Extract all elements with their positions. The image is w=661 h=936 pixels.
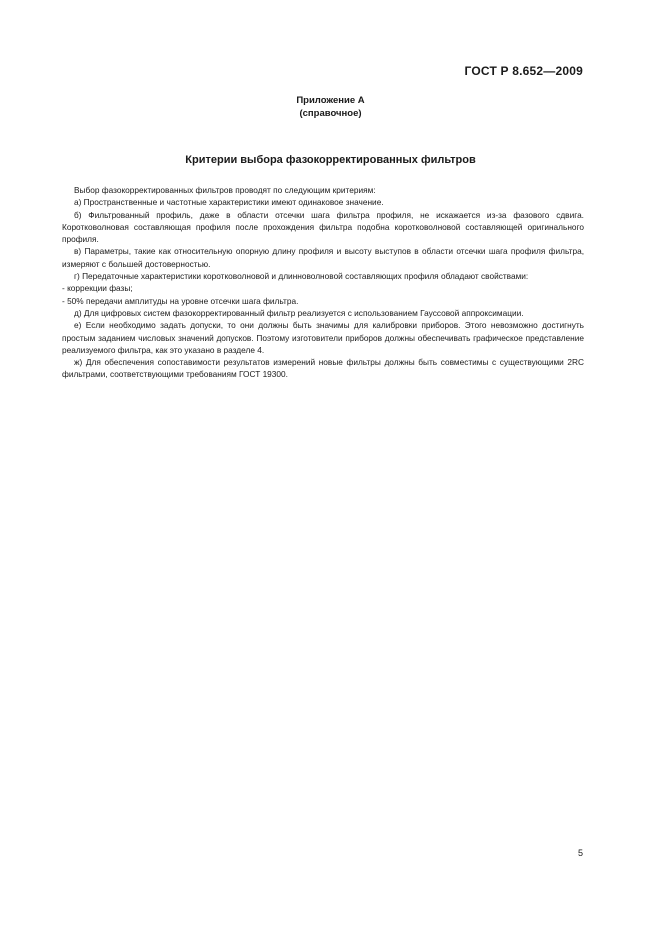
body-text — [62, 184, 584, 381]
list-item-amplitude: - 50% передачи амплитуды на уровне отсечки шага фильтра. — [62, 295, 299, 306]
paragraph-zh: ж) Для обеспечения сопоставимости результатов измерений новые фильтры должны быть совместимы с существующими 2RC фильтрами, соответствующими требованиям ГОСТ 19300. — [62, 357, 584, 380]
list-item-phase: - коррекции фазы; — [62, 283, 133, 294]
standard-code: ГОСТ Р 8.652—2009 — [464, 64, 583, 78]
appendix-kind: (справочное) — [299, 108, 362, 119]
appendix-heading — [0, 94, 661, 120]
paragraph-d: д) Для цифровых систем фазокорректированный фильтр реализуется с использованием Гауссовой аппроксимации. — [74, 307, 524, 318]
appendix-label: Приложение А — [296, 95, 365, 106]
page-number: 5 — [577, 848, 583, 858]
paragraph-v: в) Параметры, такие как относительную опорную длину профиля и высоту выступов в области отсечки шага профиля фильтра, измеряют с большей достоверностью. — [62, 246, 584, 269]
paragraph-a: а) Пространственные и частотные характеристики имеют одинаковое значение. — [74, 197, 384, 208]
paragraph-e: е) Если необходимо задать допуски, то они должны быть значимы для калибровки приборов. Этого невозможно достигнуть простым заданием числовых значений допусков. Поэтому изготовители приборов должны обеспечивать графическое представление реализуемого фильтра, как это указано в разделе 4. — [62, 320, 584, 355]
paragraph-b: б) Фильтрованный профиль, даже в области отсечки шага фильтра профиля, не искажается из-за фазового сдвига. Коротковолновая составляющая профиля после прохождения фильтра подобна коротковолновой составляющей оригинального профиля. — [62, 209, 584, 245]
section-title: Критерии выбора фазокорректированных фильтров — [185, 154, 476, 166]
paragraph-g: г) Передаточные характеристики коротковолновой и длинноволновой составляющих профиля обладают свойствами: — [74, 271, 529, 282]
paragraph-intro: Выбор фазокорректированных фильтров проводят по следующим критериям: — [74, 185, 376, 195]
